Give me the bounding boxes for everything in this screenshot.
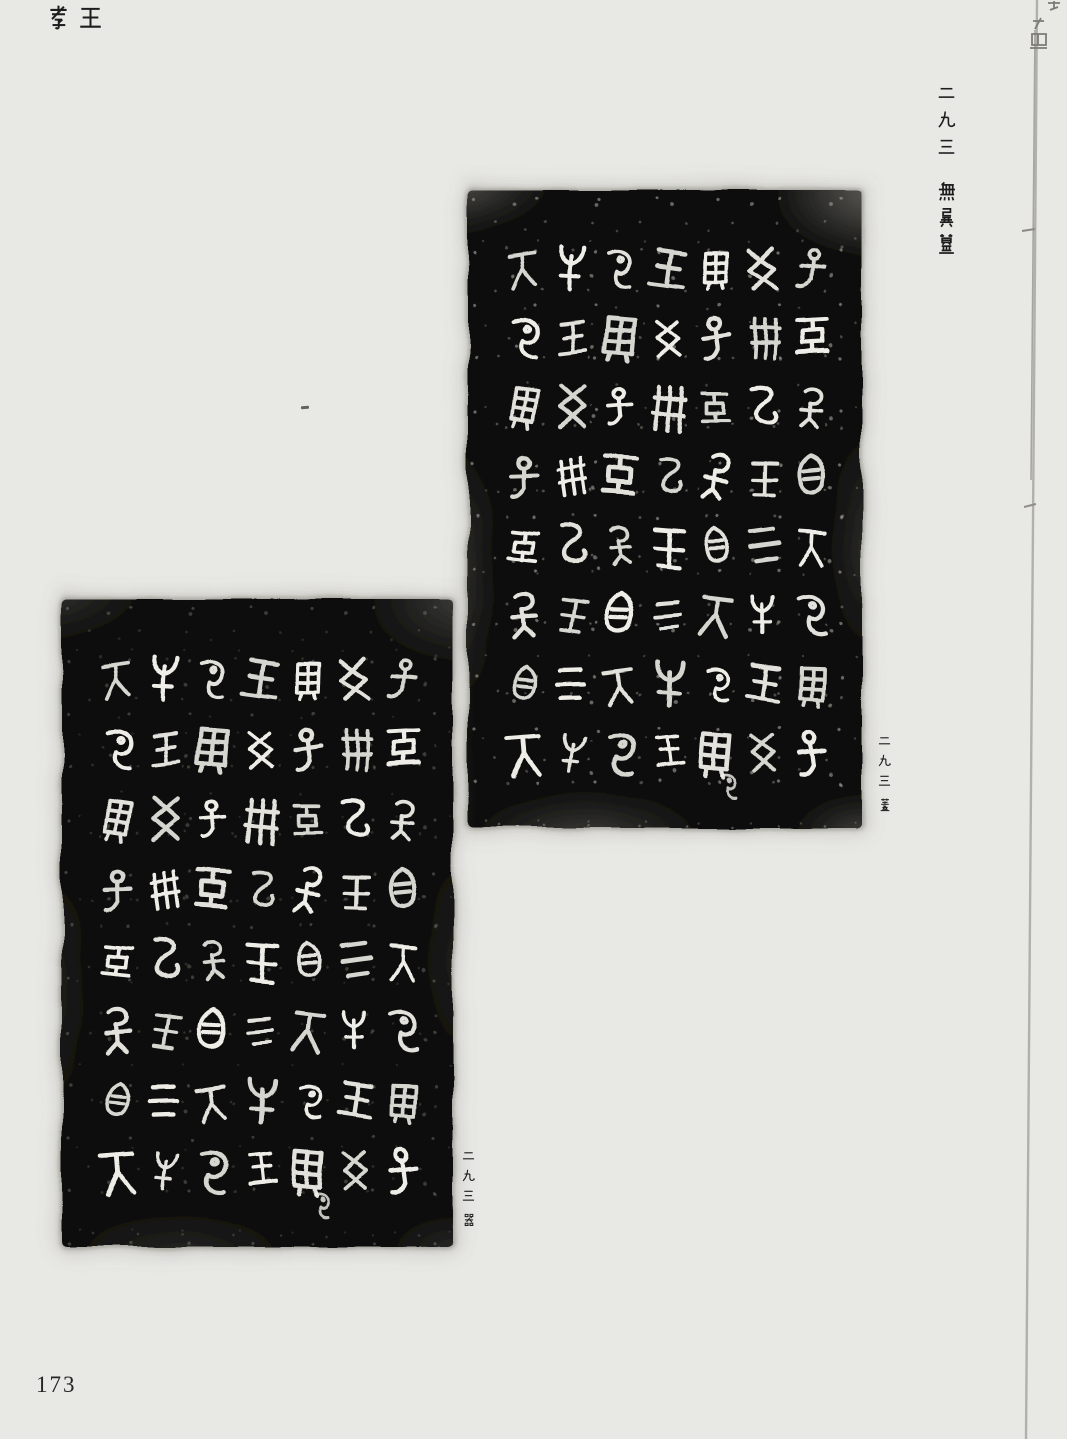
rubbing-lid-image xyxy=(468,190,862,828)
char-glyph xyxy=(936,109,957,130)
catalog-number xyxy=(936,82,957,157)
lid-caption-label xyxy=(878,798,892,812)
vessel-caption-label xyxy=(462,1213,476,1227)
char-glyph xyxy=(935,181,958,204)
char-glyph xyxy=(935,233,958,256)
inscription-glyph-grid xyxy=(468,190,862,828)
char-glyph xyxy=(77,4,104,31)
reign-title xyxy=(45,4,104,31)
char-glyph xyxy=(936,136,957,157)
catalog-header xyxy=(935,82,958,256)
char-glyph xyxy=(935,207,958,230)
rubbing-vessel-image xyxy=(62,599,453,1247)
facing-page-bleed-marks xyxy=(0,0,1067,80)
char-glyph xyxy=(877,773,892,788)
vessel-name xyxy=(935,181,958,256)
char-glyph xyxy=(877,753,892,768)
lid-caption-number xyxy=(877,733,892,788)
char-glyph xyxy=(878,798,892,812)
char-glyph xyxy=(936,82,957,103)
inscription-glyph-grid xyxy=(62,599,453,1247)
char-glyph xyxy=(877,733,892,748)
rubbing-vessel-caption xyxy=(461,1148,476,1227)
vessel-caption-number xyxy=(461,1148,476,1203)
rubbing-lid-caption xyxy=(877,733,892,812)
char-glyph xyxy=(461,1168,476,1183)
stray-ink-mark xyxy=(301,406,309,410)
char-glyph xyxy=(462,1213,476,1227)
char-glyph xyxy=(45,4,72,31)
page-number: 173 xyxy=(36,1372,77,1397)
char-glyph xyxy=(461,1188,476,1203)
char-glyph xyxy=(461,1148,476,1163)
